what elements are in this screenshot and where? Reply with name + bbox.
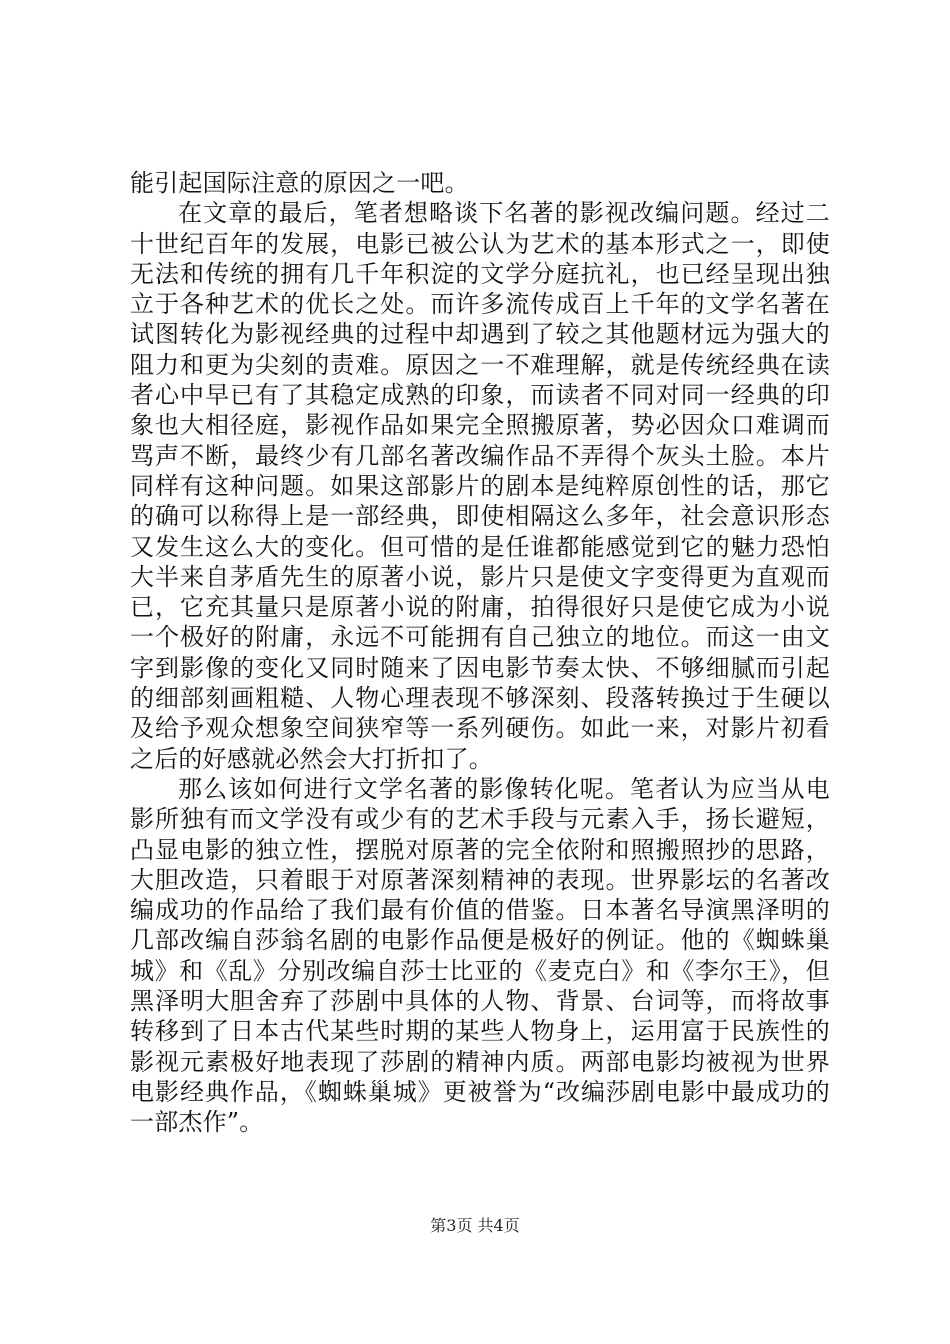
page-footer: 第3页 共4页 xyxy=(430,1216,520,1235)
paragraph-2: 在文章的最后，笔者想略谈下名著的影视改编问题。经过二十世纪百年的发展，电影已被公认为艺术的基本形式之一，即使无法和传统的拥有几千年积淀的文学分庭抗礼，也已经呈现出独立于各种艺术的优长之处。而许多流传成百上千年的文学名著在试图转化为影视经典的过程中却遇到了较之其他题材远为强大的阻力和更为尖刻的责难。原因之一不难理解，就是传统经典在读者心中早已有了其稳定成熟的印象，而读者不同对同一经典的印象也大相径庭，影视作品如果完全照搬原著，势必因众口难调而骂声不断，最终少有几部名著改编作品不弄得个灰头土脸。本片同样有这种问题。如果这部影片的剧本是纯粹原创性的话，那它的确可以称得上是一部经典，即使相隔这么多年，社会意识形态又发生这么大的变化。但可惜的是任谁都能感觉到它的魅力恐怕大半来自茅盾先生的原著小说，影片只是使文字变得更为直观而已，它充其量只是原著小说的附庸，拍得很好只是使它成为小说一个极好的附庸，永远不可能拥有自己独立的地位。而这一由文字到影像的变化又同时随来了因电影节奏太快、不够细腻而引起的细部刻画粗糙、人物心理表现不够深刻、段落转换过于生硬以及给予观众想象空间狭窄等一系列硬伤。如此一来，对影片初看之后的好感就必然会大打折扣了。 xyxy=(130,199,830,773)
paragraph-3: 那么该如何进行文学名著的影像转化呢。笔者认为应当从电影所独有而文学没有或少有的艺术手段与元素入手，扬长避短，凸显电影的独立性，摆脱对原著的完全依附和照搬照抄的思路，大胆改造，只着眼于对原著深刻精神的表现。世界影坛的名著改编成功的作品给了我们最有价值的借鉴。日本著名导演黑泽明的几部改编自莎翁名剧的电影作品便是极好的例证。他的《蜘蛛巢城》和《乱》分别改编自莎士比亚的《麦克白》和《李尔王》，但黑泽明大胆舍弃了莎剧中具体的人物、背景、台词等，而将故事转移到了日本古代某些时期的某些人物身上，运用富于民族性的影视元素极好地表现了莎剧的精神内质。两部电影均被视为世界电影经典作品，《蜘蛛巢城》更被誉为“改编莎剧电影中最成功的一部杰作”。 xyxy=(130,774,830,1137)
body-text xyxy=(130,168,830,1138)
paragraph-1: 能引起国际注意的原因之一吧。 xyxy=(130,169,469,197)
